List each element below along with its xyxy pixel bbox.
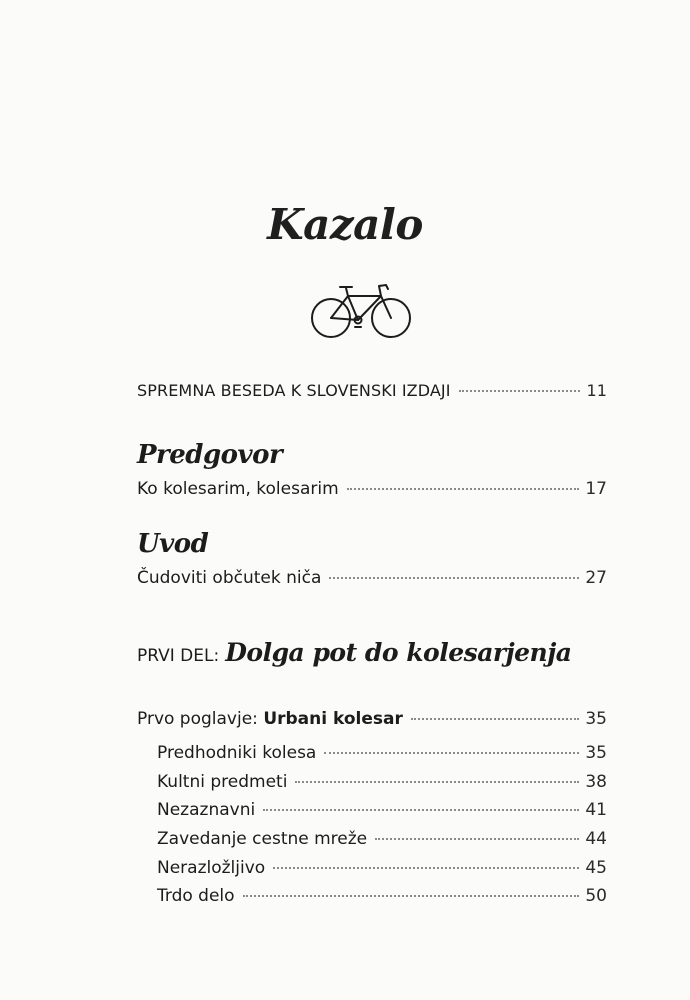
toc-entry-label: Nezaznavni [157,800,256,820]
leader-dots [263,809,579,811]
section-heading-intro: Uvod [137,529,209,559]
leader-dots [375,838,579,840]
toc-subentry[interactable] [157,742,607,764]
section-heading-preface: Predgovor [137,440,283,470]
part-prefix: PRVI DEL: [137,646,220,666]
toc-entry-label: Predhodniki kolesa [157,743,317,763]
part-heading [137,638,571,667]
toc-entry-label [137,708,403,730]
leader-dots [347,488,580,490]
part-title: Dolga pot do kolesarjenja [225,638,572,667]
page-title: Kazalo [267,200,423,249]
leader-dots [295,781,579,783]
toc-page-number: 45 [585,858,607,878]
toc-page-number: 35 [585,709,607,729]
toc-entry-foreword[interactable] [137,380,607,402]
toc-page-number: 50 [585,886,607,906]
leader-dots [329,577,579,579]
leader-dots [411,718,580,720]
toc-entry-chapter[interactable] [137,708,607,730]
toc-page-number: 27 [585,568,607,588]
bicycle-icon [308,276,414,342]
toc-entry-label: Čudoviti občutek niča [137,568,322,588]
toc-entry-label: Ko kolesarim, kolesarim [137,479,339,499]
leader-dots [243,895,580,897]
toc-entry-label: Zavedanje cestne mreže [157,829,368,849]
toc-subentry[interactable] [157,799,607,821]
toc-entry-label: Kultni predmeti [157,772,288,792]
leader-dots [273,867,579,869]
toc-page-number: 35 [585,743,607,763]
toc-entry-label: Trdo delo [157,886,235,906]
toc-page-number: 44 [585,829,607,849]
toc-entry-preface[interactable] [137,478,607,500]
toc-page-number: 41 [585,800,607,820]
toc-entry-label: SPREMNA BESEDA K SLOVENSKI IZDAJI [137,381,451,400]
toc-entry-label: Nerazložljivo [157,858,266,878]
chapter-prefix: Prvo poglavje: [137,709,264,729]
chapter-title: Urbani kolesar [263,709,403,729]
toc-subentry[interactable] [157,857,607,879]
toc-subentry[interactable] [157,828,607,850]
toc-page-number: 11 [586,381,607,400]
toc-entry-intro[interactable] [137,567,607,589]
leader-dots [324,752,579,754]
toc-subentry[interactable] [157,885,607,907]
toc-page-number: 17 [585,479,607,499]
leader-dots [459,390,581,392]
toc-page-number: 38 [585,772,607,792]
toc-subentry[interactable] [157,771,607,793]
